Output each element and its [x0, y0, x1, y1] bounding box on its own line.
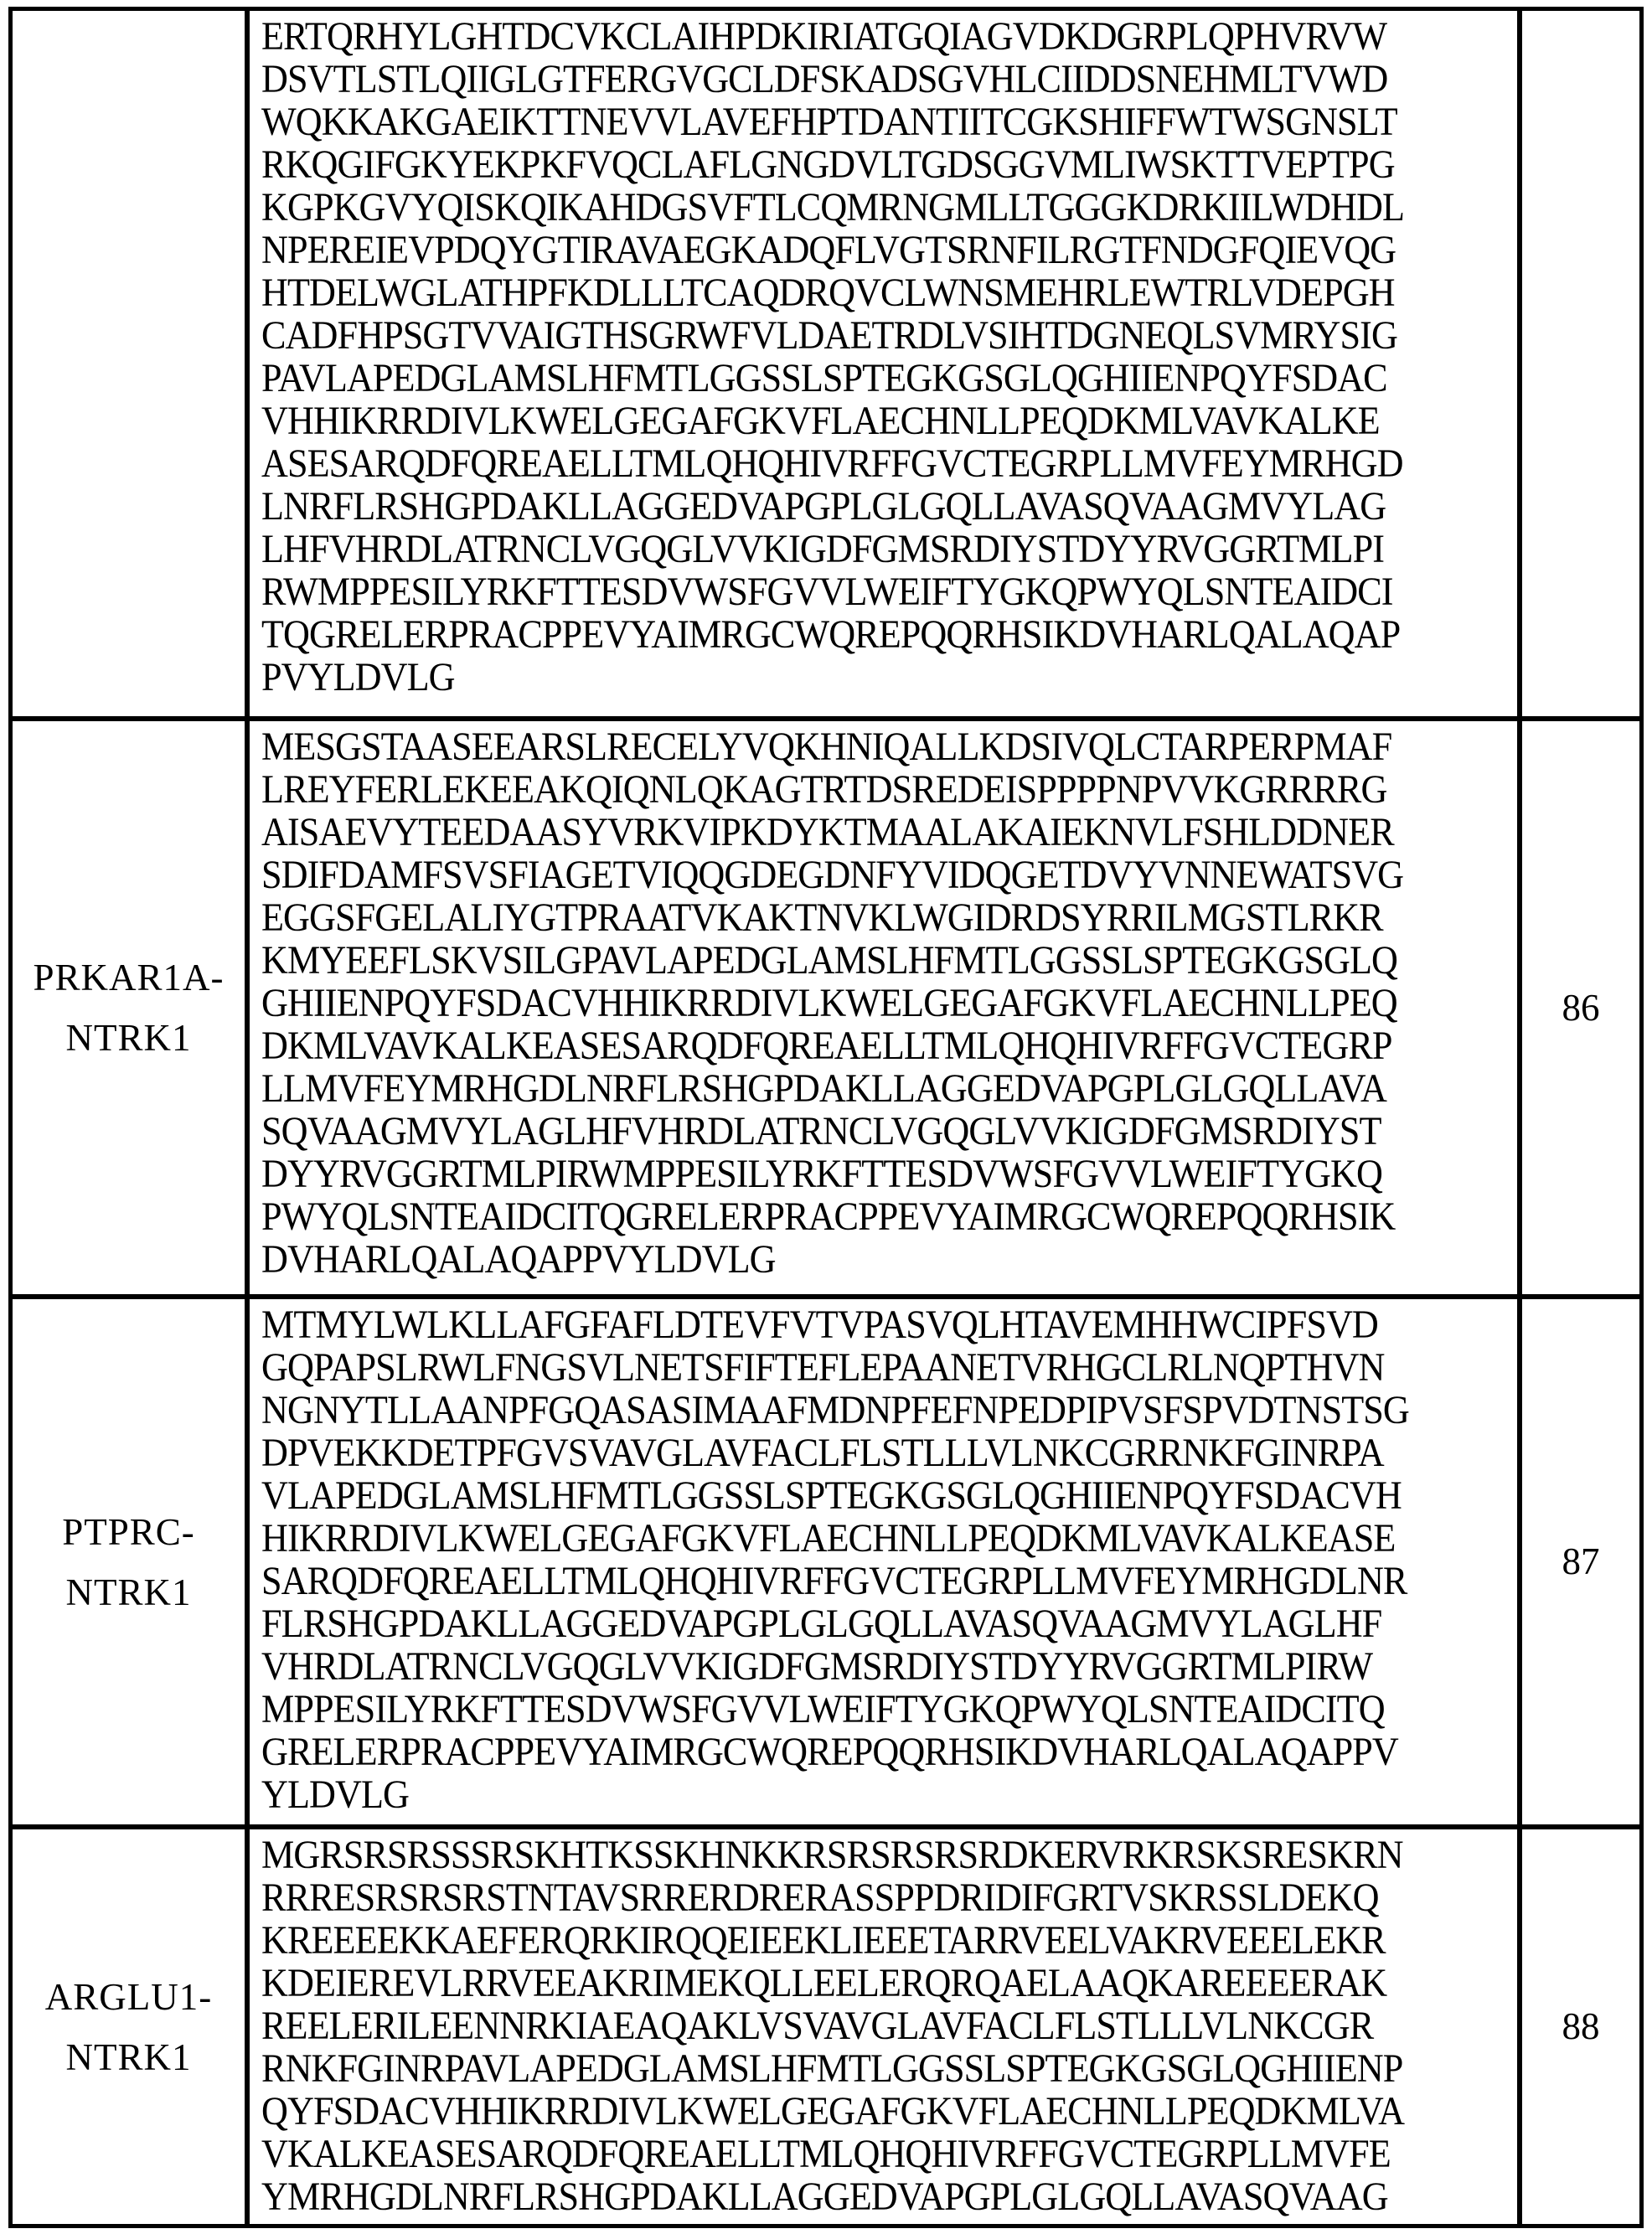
sequence-line: GQPAPSLRWLFNGSVLNETSFIFTEFLEPAANETVRHGCLRLNQPTHVN [261, 1345, 1385, 1390]
sequence-line: RWMPPESILYRKFTTESDVWSFGVVLWEIFTYGKQPWYQLSNTEAIDCI [261, 570, 1393, 614]
sequence-line: LHFVHRDLATRNCLVGQGLVVKIGDFGMSRDIYSTDYYRVGGRTMLPI [261, 527, 1385, 571]
seq-id-number: 88 [1562, 2005, 1600, 2047]
sequence-line: REELERILEENNRKIAEAQAKLVSVAVGLAVFACLFLSTLLLVLNKCGR [261, 2004, 1374, 2048]
sequence-line: SARQDFQREAELLTMLQHQHIVRFFGVCTEGRPLLMVFEYMRHGDLNR [261, 1559, 1407, 1603]
seq-id-cell [1517, 721, 1639, 1294]
fusion-name-cell [13, 11, 250, 716]
fusion-name-cell [13, 721, 250, 1294]
sequence-line: DPVEKKDETPFGVSVAVGLAVFACLFLSTLLLVLNKCGRRNKFGINRPA [261, 1431, 1384, 1475]
sequence-line: RNKFGINRPAVLAPEDGLAMSLHFMTLGGSSLSPTEGKGSGLQGHIIENP [261, 2046, 1403, 2091]
sequence-text [261, 1303, 1517, 1816]
sequence-line: VKALKEASESARQDFQREAELLTMLQHQHIVRFFGVCTEGRPLLMVFE [261, 2132, 1391, 2176]
sequence-line: MTMYLWLKLLAFGFAFLDTEVFVTVPASVQLHTAVEMHHWCIPFSVD [261, 1303, 1378, 1347]
sequence-line: VHRDLATRNCLVGQGLVVKIGDFGMSRDIYSTDYYRVGGRTMLPIRW [261, 1644, 1373, 1689]
sequence-line: PWYQLSNTEAIDCITQGRELERPRACPPEVYAIMRGCWQREPQQRHSIK [261, 1194, 1396, 1239]
sequence-line: RRRESRSRSRSTNTAVSRRERDRERASSPPDRIDIFGRTVSKRSSLDEKQ [261, 1875, 1379, 1920]
sequence-line: LLMVFEYMRHGDLNRFLRSHGPDAKLLAGGEDVAPGPLGLGQLLAVA [261, 1066, 1387, 1111]
seq-id-number: 87 [1562, 1540, 1600, 1582]
seq-id-cell [1517, 1299, 1639, 1824]
sequence-text [261, 1834, 1517, 2218]
fusion-name: PTPRC- NTRK1 [62, 1510, 195, 1613]
sequence-line: GHIIENPQYFSDACVHHIKRRDIVLKWELGEGAFGKVFLAECHNLLPEQ [261, 981, 1397, 1025]
sequence-line: TQGRELERPRACPPEVYAIMRGCWQREPQQRHSIKDVHARLQALAQAP [261, 612, 1401, 657]
sequence-line: NGNYTLLAANPFGQASASIMAAFMDNPFEFNPEDPIPVSFSPVDTNSTSG [261, 1388, 1409, 1432]
sequence-line: AISAEVYTEEDAASYVRKVIPKDYKTMAALAKAIEKNVLFSHLDDNER [261, 810, 1394, 854]
sequence-line: EGGSFGELALIYGTPRAATVKAKTNVKLWGIDRDSYRRILMGSTLRKR [261, 895, 1383, 940]
sequence-line: QYFSDACVHHIKRRDIVLKWELGEGAFGKVFLAECHNLLPEQDKMLVA [261, 2089, 1405, 2133]
sequence-line: VHHIKRRDIVLKWELGEGAFGKVFLAECHNLLPEQDKMLVAVKALKE [261, 399, 1380, 443]
fusion-name-cell [13, 1829, 250, 2224]
sequence-line: MPPESILYRKFTTESDVWSFGVVLWEIFTYGKQPWYQLSNTEAIDCITQ [261, 1687, 1385, 1731]
sequence-line: FLRSHGPDAKLLAGGEDVAPGPLGLGQLLAVASQVAAGMVYLAGLHF [261, 1602, 1382, 1646]
sequence-line: DKMLVAVKALKEASESARQDFQREAELLTMLQHQHIVRFFGVCTEGRP [261, 1024, 1392, 1068]
sequence-line: DYYRVGGRTMLPIRWMPPESILYRKFTTESDVWSFGVVLWEIFTYGKQ [261, 1152, 1382, 1196]
sequence-line: KDEIEREVLRRVEEAKRIMEKQLLEELERQRQAELAAQKAREEEERAK [261, 1961, 1387, 2005]
sequence-line: DSVTLSTLQIIGLGTFERGVGCLDFSKADSGVHLCIIDDSNEHMLTVWD [261, 57, 1388, 101]
fusion-name-cell [13, 1299, 250, 1824]
sequence-line: KGPKGVYQISKQIKAHDGSVFTLCQMRNGMLLTGGGKDRKIILWDHDL [261, 185, 1405, 230]
fusion-name: ARGLU1- NTRK1 [44, 1975, 213, 2078]
sequence-line: LNRFLRSHGPDAKLLAGGEDVAPGPLGLGQLLAVASQVAAGMVYLAG [261, 484, 1386, 529]
sequence-line: DVHARLQALAQAPPVYLDVLG [261, 1237, 776, 1282]
sequence-line: CADFHPSGTVVAIGTHSGRWFVLDAETRDLVSIHTDGNEQLSVMRYSIG [261, 313, 1397, 358]
sequence-line: KREEEEKKAEFERQRKIRQQEIEEKLIEEETARRVEELVAKRVEEELEKR [261, 1918, 1386, 1963]
fusion-name: PRKAR1A- NTRK1 [33, 957, 225, 1059]
sequence-line: HTDELWGLATHPFKDLLLTCAQDRQVCLWNSMEHRLEWTRLVDEPGH [261, 271, 1395, 315]
seq-id-number: 86 [1562, 986, 1600, 1029]
table-row [13, 1294, 1639, 1824]
sequence-cell [250, 721, 1517, 1294]
table-row [13, 716, 1639, 1294]
sequence-cell [250, 1829, 1517, 2224]
sequence-line: YLDVLG [261, 1772, 409, 1817]
table-row [13, 11, 1639, 716]
sequence-line: PVYLDVLG [261, 655, 455, 699]
sequence-line: PAVLAPEDGLAMSLHFMTLGGSSLSPTEGKGSGLQGHIIENPQYFSDAC [261, 356, 1387, 400]
sequence-line: YMRHGDLNRFLRSHGPDAKLLAGGEDVAPGPLGLGQLLAVASQVAAG [261, 2175, 1388, 2219]
sequence-line: ERTQRHYLGHTDCVKCLAIHPDKIRIATGQIAGVDKDGRPLQPHVRVW [261, 14, 1387, 59]
sequence-line: VLAPEDGLAMSLHFMTLGGSSLSPTEGKGSGLQGHIIENPQYFSDACVH [261, 1473, 1402, 1518]
seq-id-cell [1517, 11, 1639, 716]
sequence-line: ASESARQDFQREAELLTMLQHQHIVRFFGVCTEGRPLLMVFEYMRHGD [261, 441, 1403, 486]
sequence-line: SDIFDAMFSVSFIAGETVIQQGDEGDNFYVIDQGETDVYVNNEWATSVG [261, 853, 1404, 897]
seq-id-cell [1517, 1829, 1639, 2224]
sequence-line: MESGSTAASEEARSLRECELYVQKHNIQALLKDSIVQLCTARPERPMAF [261, 725, 1392, 769]
table-row [13, 1824, 1639, 2224]
sequence-line: WQKKAKGAEIKTTNEVVLAVEFHPTDANTIITCGKSHIFFWTWSGNSLT [261, 100, 1397, 144]
sequence-text [261, 725, 1517, 1281]
sequence-line: NPEREIEVPDQYGTIRAVAEGKADQFLVGTSRNFILRGTFNDGFQIEVQG [261, 228, 1396, 272]
sequence-line: RKQGIFGKYEKPKFVQCLAFLGNGDVLTGDSGGVMLIWSKTTVEPTPG [261, 142, 1395, 187]
sequence-cell [250, 1299, 1517, 1824]
sequence-listing-table [8, 7, 1644, 2228]
sequence-line: GRELERPRACPPEVYAIMRGCWQREPQQRHSIKDVHARLQALAQAPPV [261, 1730, 1398, 1774]
sequence-line: HIKRRDIVLKWELGEGAFGKVFLAECHNLLPEQDKMLVAVKALKEASE [261, 1516, 1396, 1561]
sequence-line: LREYFERLEKEEAKQIQNLQKAGTRTDSREDEISPPPPNPVVKGRRRRG [261, 767, 1387, 812]
sequence-line: MGRSRSRSSSRSKHTKSSKHNKKRSRSRSRSRDKERVRKRSKSRESKRN [261, 1833, 1403, 1877]
sequence-line: SQVAAGMVYLAGLHFVHRDLATRNCLVGQGLVVKIGDFGMSRDIYST [261, 1109, 1381, 1153]
sequence-line: KMYEEFLSKVSILGPAVLAPEDGLAMSLHFMTLGGSSLSPTEGKGSGLQ [261, 938, 1397, 983]
sequence-text [261, 15, 1517, 699]
sequence-cell [250, 11, 1517, 716]
